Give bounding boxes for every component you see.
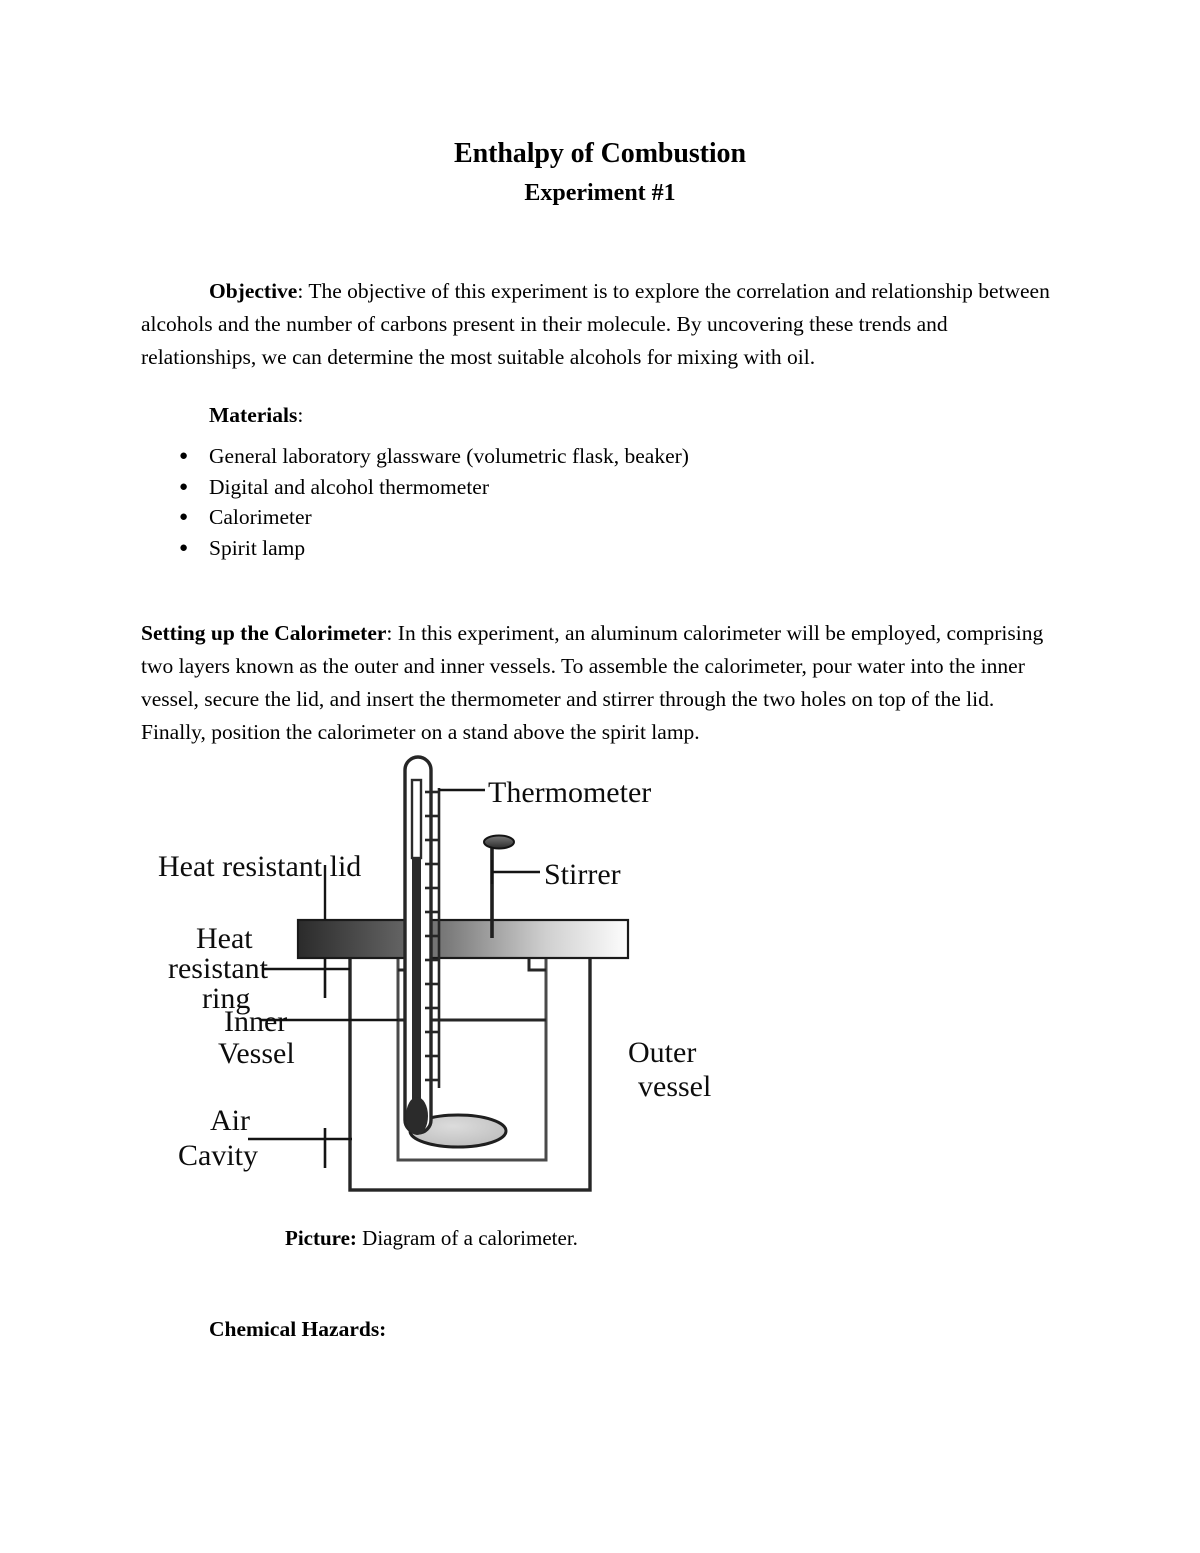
outer-vessel-shape (350, 938, 590, 1190)
setup-text: In this experiment, an aluminum calorimeter will be employed, comprising two layers known as the outer and inner vessels. To assemble the calorimeter, pour water into the inner vessel, secure the lid, and insert the thermometer and stirrer through the two holes on top of the lid. Finally, position the calorimeter on a stand above the spirit lamp. (141, 620, 1044, 744)
calorimeter-setup-paragraph (141, 617, 1057, 749)
objective-separator: : (297, 278, 309, 303)
label-heat-resistant-ring-3: ring (202, 982, 251, 1015)
label-inner-vessel-1: Inner (224, 1005, 288, 1038)
list-item-label: General laboratory glassware (volumetric flask, beaker) (209, 444, 689, 468)
bullet-icon: ● (179, 539, 189, 556)
objective-paragraph (141, 275, 1055, 374)
materials-label: Materials (209, 403, 298, 427)
objective-label: Objective (209, 278, 298, 303)
bullet-icon: ● (179, 448, 189, 464)
materials-list (171, 441, 871, 563)
figure-caption-label: Picture: (285, 1226, 357, 1250)
label-air-cavity-1: Air (210, 1104, 250, 1137)
page-title: Enthalpy of Combustion (454, 138, 746, 169)
label-inner-vessel-2: Vessel (218, 1037, 295, 1070)
thermometer-bulb (406, 1097, 428, 1135)
list-item (171, 472, 871, 503)
chemical-hazards-heading: Chemical Hazards: (209, 1317, 387, 1341)
setup-label: Setting up the Calorimeter (141, 620, 387, 645)
list-item-label: Digital and alcohol thermometer (209, 474, 490, 499)
label-heat-resistant-ring-1: Heat (196, 922, 253, 955)
list-item-label: Spirit lamp (209, 535, 306, 560)
list-item (171, 502, 871, 533)
list-item (171, 441, 871, 472)
materials-heading (209, 403, 303, 428)
thermometer-capillary (412, 780, 421, 858)
bullet-icon: ● (179, 478, 189, 495)
list-item-label: Calorimeter (209, 505, 312, 529)
stirrer-knob-icon (484, 836, 514, 849)
bullet-icon: ● (179, 509, 189, 525)
label-outer-vessel-2: vessel (638, 1070, 712, 1103)
label-thermometer: Thermometer (488, 776, 652, 809)
objective-text: The objective of this experiment is to explore the correlation and relationship between alcohols and the number of carbons present in their molecule. By uncovering these trends and relationships, we can determine the most suitable alcohols for mixing with oil. (141, 278, 1050, 369)
page-subtitle: Experiment #1 (524, 180, 676, 206)
label-heat-resistant-lid: Heat resistant lid (158, 850, 362, 883)
air-cavity-leader (248, 1128, 352, 1168)
figure-caption (285, 1226, 578, 1251)
label-air-cavity-2: Cavity (178, 1139, 258, 1172)
heat-resistant-ring-leader (262, 958, 350, 998)
thermometer-mercury-column (412, 858, 421, 1110)
heat-resistant-lid-shape (298, 920, 628, 958)
list-item (171, 533, 871, 564)
label-stirrer: Stirrer (544, 858, 621, 891)
figure-caption-text: Diagram of a calorimeter. (356, 1226, 578, 1250)
setup-separator: : (386, 620, 398, 645)
label-outer-vessel-1: Outer (628, 1036, 697, 1069)
materials-separator: : (297, 403, 304, 427)
label-heat-resistant-ring-2: resistant (168, 952, 268, 985)
calorimeter-diagram (140, 748, 760, 1208)
